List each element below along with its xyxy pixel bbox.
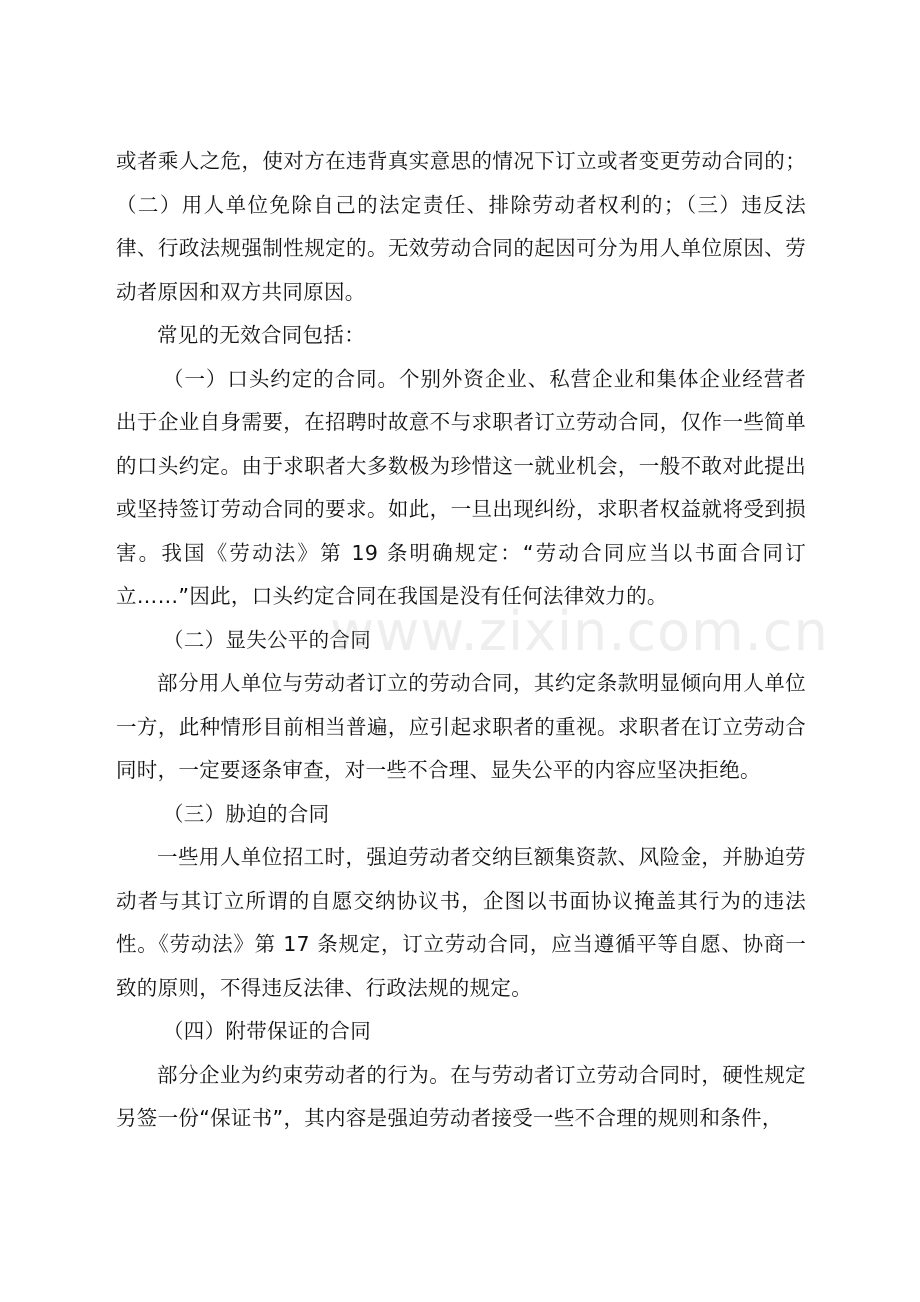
watermark: www.zixin.com.cn [330, 600, 829, 663]
heading-guarantee-contract: （四）附带保证的合同 [163, 1019, 371, 1043]
heading-coerced-contract: （三）胁迫的合同 [163, 801, 330, 826]
paragraph-continued-text: 或者乘人之危，使对方在违背真实意思的情况下订立或者变更劳动合同的；（二）用人单位免除自己的法定责任、排除劳动者权利的；（三）违反法律、行政法规强制性规定的。无效劳动合同的起因可分为用人单位原因、劳动者原因和双方共同原因。 [116, 149, 806, 304]
paragraph-unfair-contract: 部分用人单位与劳动者订立的劳动合同，其约定条款明显倾向用人单位一方，此种情形目前相当普遍，应引起求职者的重视。求职者在订立劳动合同时，一定要逐条审查，对一些不合理、显失公平的内容应坚决拒绝。 [116, 671, 806, 782]
paragraph-coerced-contract: 一些用人单位招工时，强迫劳动者交纳巨额集资款、风险金，并胁迫劳动者与其订立所谓的自愿交纳协议书，企图以书面协议掩盖其行为的违法性。《劳动法》第 17 条规定，订立劳动合同，应当遵循平等自愿、协商一致的原则，不得违反法律、行政法规的规定。 [116, 845, 806, 1000]
heading-unfair-contract: （二）显失公平的合同 [163, 627, 371, 652]
document-body [116, 140, 806, 1141]
paragraph-guarantee-contract: 部分企业为约束劳动者的行为。在与劳动者订立劳动合同时，硬性规定另签一份“保证书”，其内容是强迫劳动者接受一些不合理的规则和条件， [116, 1062, 806, 1130]
paragraph-oral-agreement: （一）口头约定的合同。个别外资企业、私营企业和集体企业经营者出于企业自身需要，在招聘时故意不与求职者订立劳动合同，仅作一些简单的口头约定。由于求职者大多数极为珍惜这一就业机会，一般不敢对此提出或坚持签订劳动合同的要求。如此，一旦出现纠纷，求职者权益就将受到损害。我国《劳动法》第 19 条明确规定：“劳动合同应当以书面合同订立……”因此，口头约定合同在我国是没有任何法律效力的。 [116, 366, 806, 608]
paragraph-invalid-contracts-intro: 常见的无效合同包括： [157, 323, 365, 347]
